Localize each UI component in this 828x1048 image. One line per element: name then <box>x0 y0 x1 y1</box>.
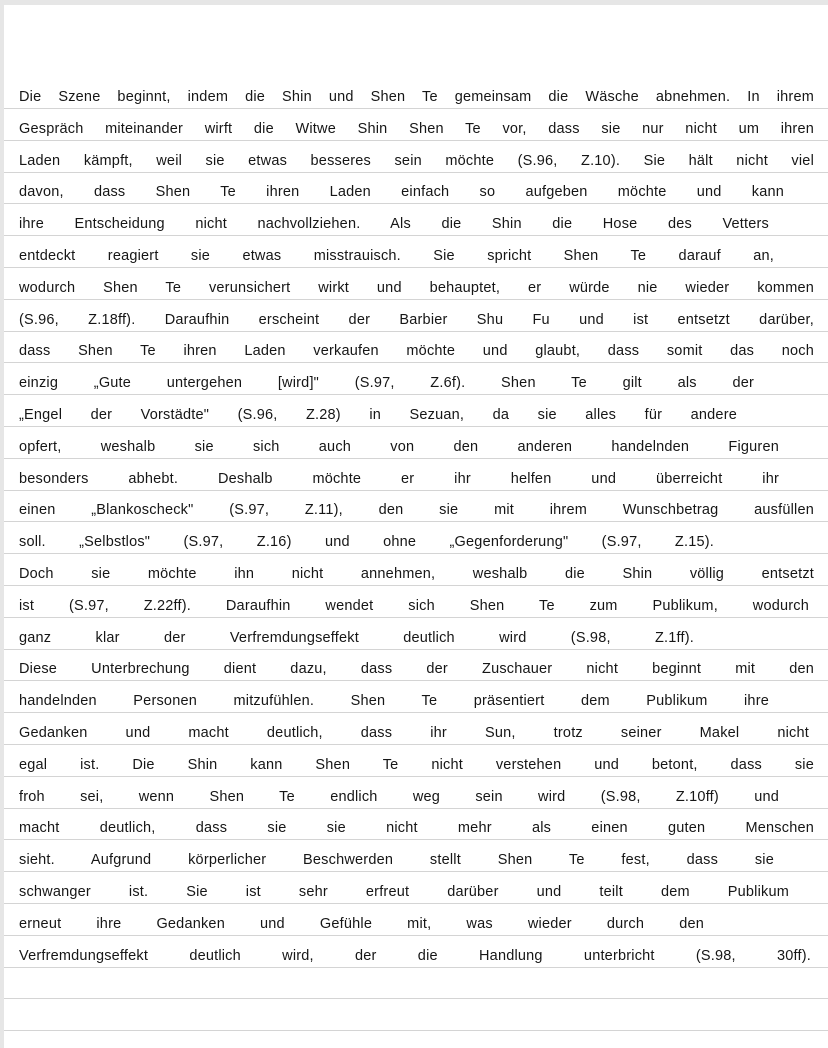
handwritten-text-line: egal ist. Die Shin kann Shen Te nicht verstehen und betont, dass sie <box>19 756 814 773</box>
handwritten-text-line: dass Shen Te ihren Laden verkaufen möchte und glaubt, dass somit das noch <box>19 343 814 360</box>
handwritten-text-line: davon, dass Shen Te ihren Laden einfach so aufgeben möchte und kann <box>19 184 784 201</box>
handwritten-text-line: ihre Entscheidung nicht nachvollziehen. Als die Shin die Hose des Vetters <box>19 216 769 233</box>
handwritten-text-line: sieht. Aufgrund körperlicher Beschwerden stellt Shen Te fest, dass sie <box>19 852 774 869</box>
ruled-line <box>4 998 828 999</box>
handwritten-text-line: froh sei, wenn Shen Te endlich weg sein wird (S.98, Z.10ff) und <box>19 788 779 805</box>
handwritten-text-line: erneut ihre Gedanken und Gefühle mit, was wieder durch den <box>19 915 704 932</box>
ruled-line <box>4 1030 828 1031</box>
handwritten-text-line: opfert, weshalb sie sich auch von den anderen handelnden Figuren <box>19 438 779 455</box>
handwritten-text-line: macht deutlich, dass sie sie nicht mehr als einen guten Menschen <box>19 820 814 837</box>
handwritten-text-line: entdeckt reagiert sie etwas misstrauisch. Sie spricht Shen Te darauf an, <box>19 248 774 264</box>
handwritten-text-line: Die Szene beginnt, indem die Shin und Shen Te gemeinsam die Wäsche abnehmen. In ihrem <box>19 89 814 105</box>
handwritten-text-line: Doch sie möchte ihn nicht annehmen, weshalb die Shin völlig entsetzt <box>19 566 814 582</box>
handwritten-text-line: einen „Blankoscheck" (S.97, Z.11), den sie mit ihrem Wunschbetrag ausfüllen <box>19 502 814 519</box>
handwritten-text-line: besonders abhebt. Deshalb möchte er ihr helfen und überreicht ihr <box>19 470 779 487</box>
handwritten-text-line: schwanger ist. Sie ist sehr erfreut darüber und teilt dem Publikum <box>19 884 789 900</box>
handwritten-text-line: ist (S.97, Z.22ff). Daraufhin wendet sich Shen Te zum Publikum, wodurch <box>19 597 809 614</box>
handwritten-text-line: ganz klar der Verfremdungseffekt deutlich wird (S.98, Z.1ff). <box>19 629 694 646</box>
notebook-page <box>4 5 828 1048</box>
handwritten-text-line: wodurch Shen Te verunsichert wirkt und behauptet, er würde nie wieder kommen <box>19 279 814 296</box>
handwritten-text-line: Laden kämpft, weil sie etwas besseres sein möchte (S.96, Z.10). Sie hält nicht viel <box>19 152 814 169</box>
handwritten-text-line: handelnden Personen mitzufühlen. Shen Te präsentiert dem Publikum ihre <box>19 693 769 710</box>
handwritten-text-line: Verfremdungseffekt deutlich wird, der die Handlung unterbricht (S.98, 30ff). <box>19 947 811 964</box>
handwritten-text-line: Gedanken und macht deutlich, dass ihr Sun, trotz seiner Makel nicht <box>19 725 809 741</box>
handwritten-text-line: soll. „Selbstlos" (S.97, Z.16) und ohne „Gegenforderung" (S.97, Z.15). <box>19 534 714 551</box>
handwritten-text-line: „Engel der Vorstädte" (S.96, Z.28) in Sezuan, da sie alles für andere <box>19 407 737 423</box>
handwritten-text-line: (S.96, Z.18ff). Daraufhin erscheint der Barbier Shu Fu und ist entsetzt darüber, <box>19 311 814 328</box>
handwritten-text-line: Gespräch miteinander wirft die Witwe Shin Shen Te vor, dass sie nur nicht um ihren <box>19 120 814 137</box>
handwritten-text-line: einzig „Gute untergehen [wird]" (S.97, Z.6f). Shen Te gilt als der <box>19 375 754 392</box>
handwritten-text-line: Diese Unterbrechung dient dazu, dass der Zuschauer nicht beginnt mit den <box>19 661 814 678</box>
